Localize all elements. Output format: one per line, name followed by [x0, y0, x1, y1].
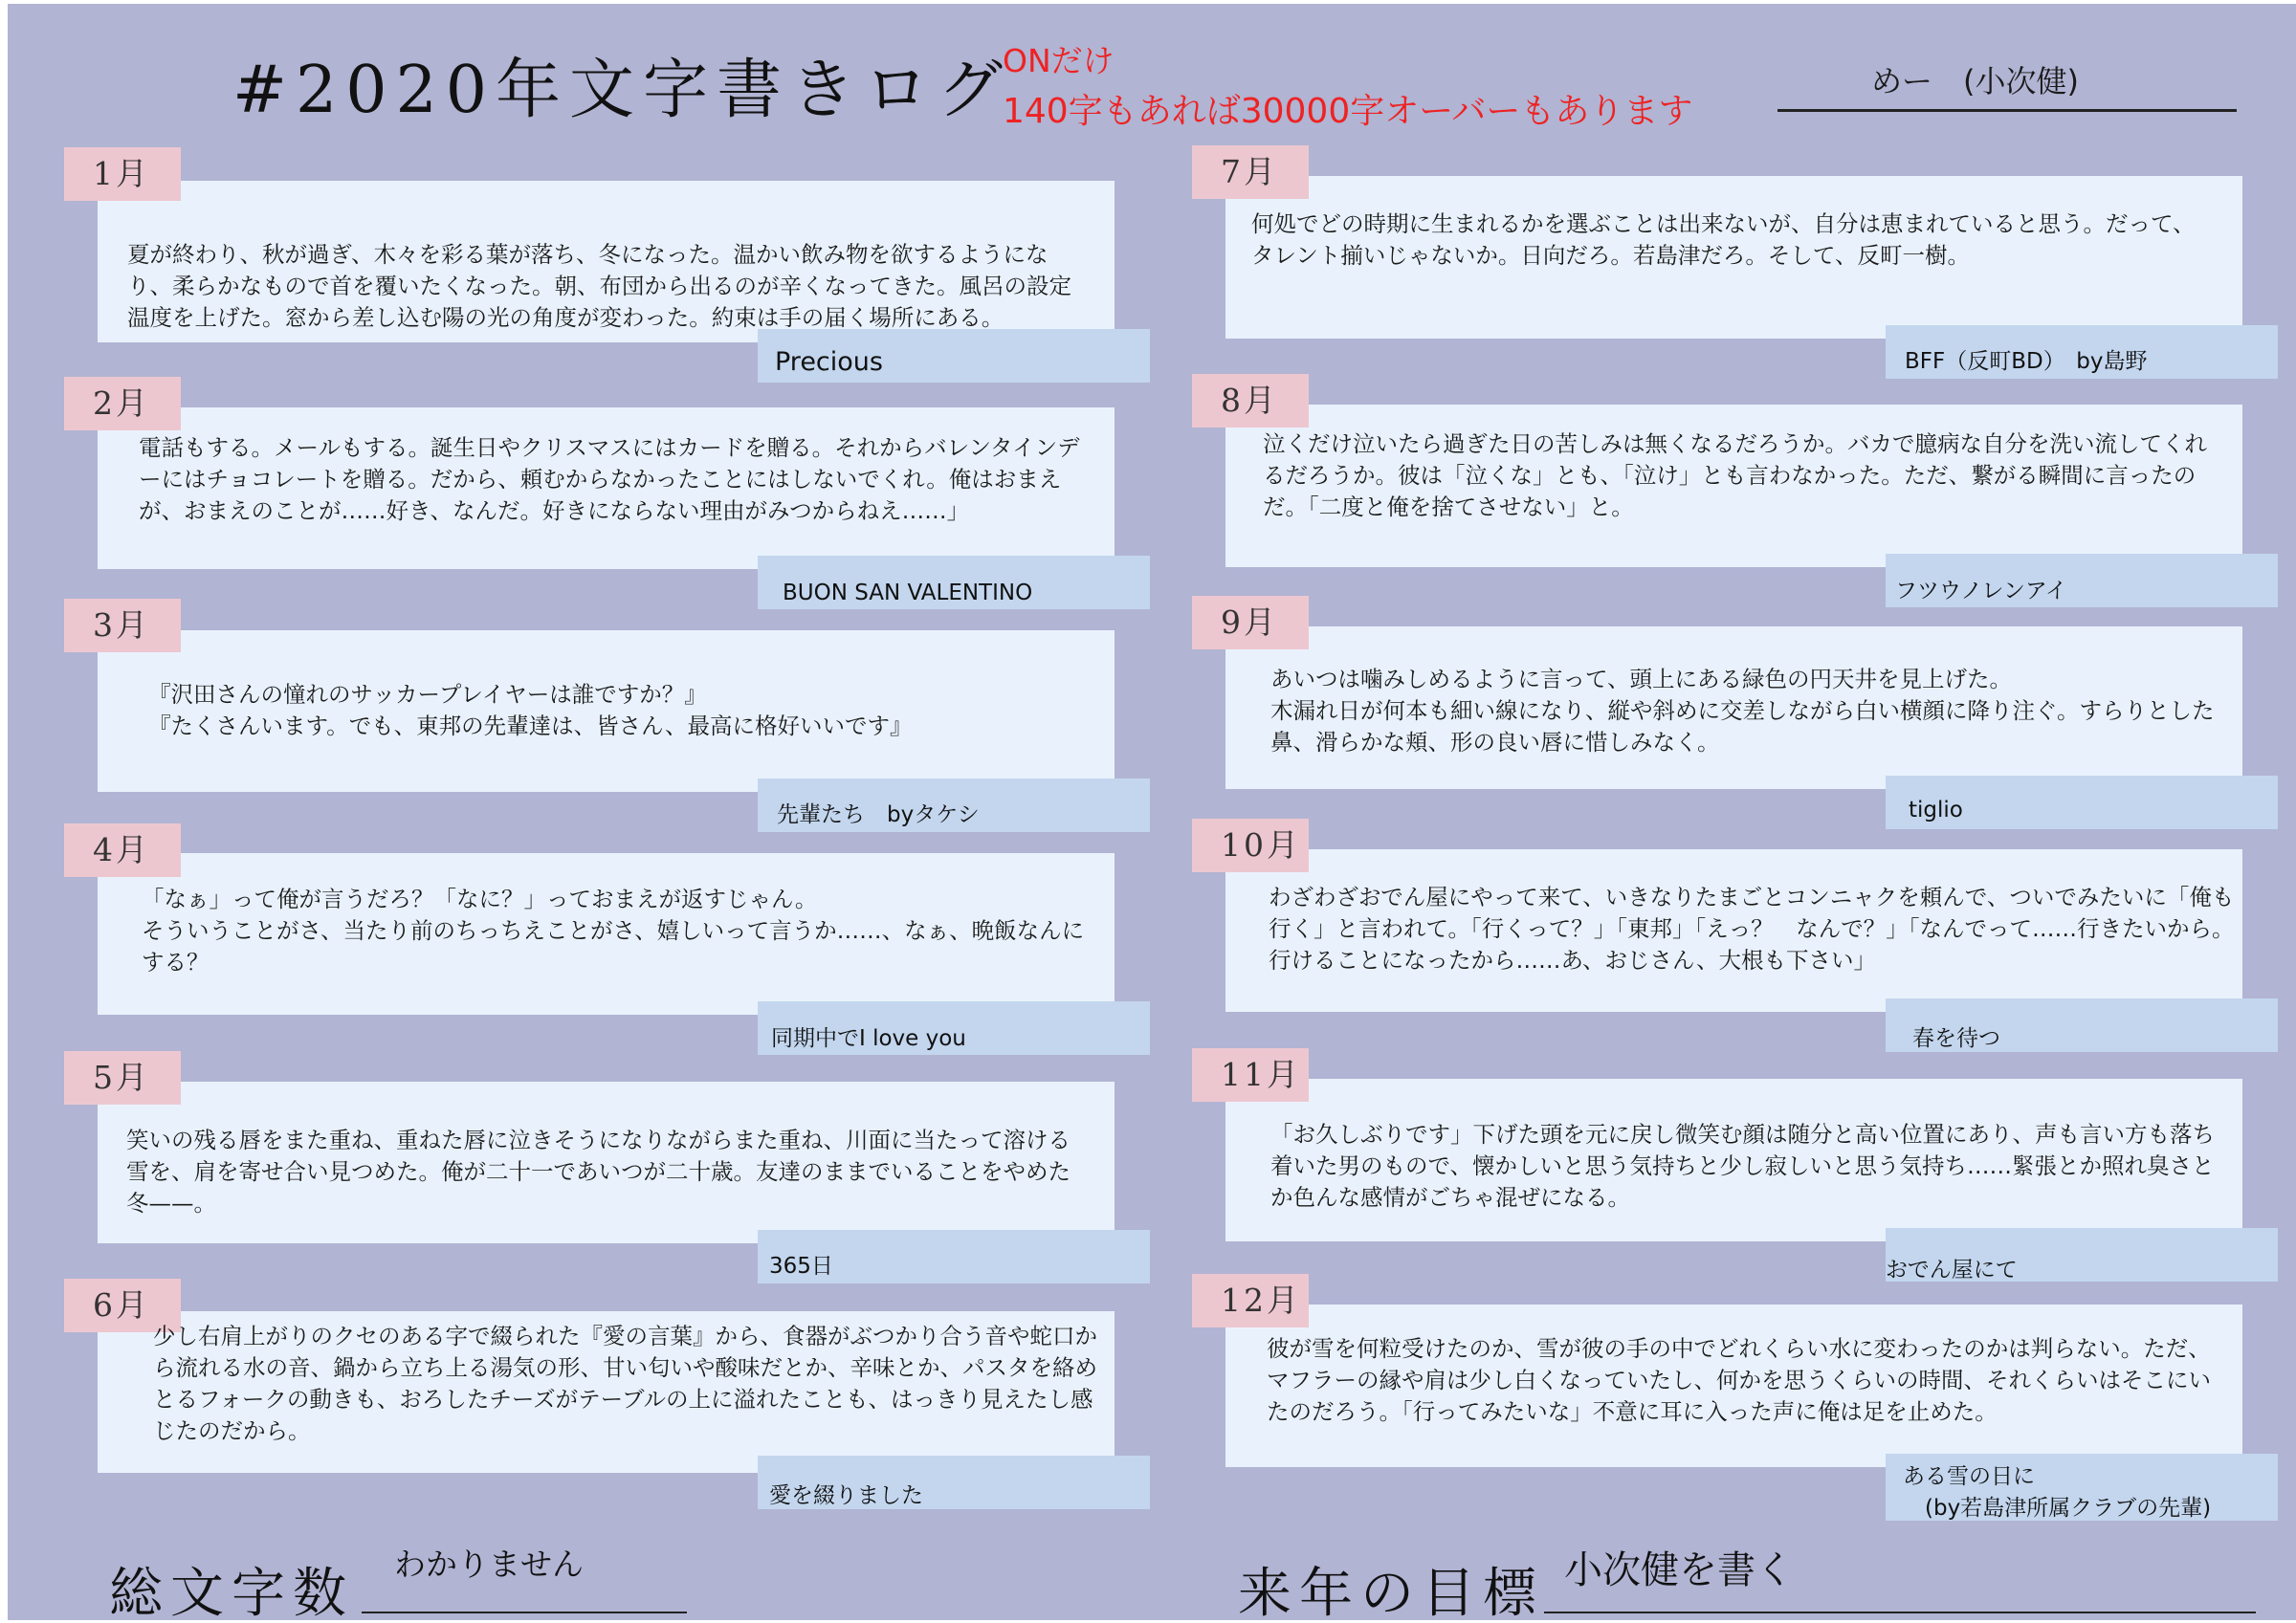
goal-underline	[1544, 1612, 2256, 1613]
card-text: 『沢田さんの憧れのサッカープレイヤーは誰ですか？』 『たくさんいます。でも、東邦の先輩達は、皆さん、最高に格好いいです』	[148, 681, 913, 739]
card-text: 少し右肩上がりのクセのある字で綴られた『愛の言葉』から、食器がぶつかり合う音や蛇口から流れる水の音、鍋から立ち上る湯気の形、甘い匂いや酸味だとか、辛味とか、パスタを絡めとるフォークの動きも、おろしたチーズがテーブルの上に溢れたことも、はっきり見えたし感じたのだから。	[153, 1323, 1097, 1444]
card-subtitle: tiglio	[1886, 776, 2278, 829]
card-text: 「なぁ」って俺が言うだろ？「なに？」っておまえが返すじゃん。 そういうことがさ、当たり前のちっちえことがさ、嬉しいって言うか……、なぁ、晩飯なんにする？	[142, 886, 1085, 976]
card-text: 笑いの残る唇をまた重ね、重ねた唇に泣きそうになりながらまた重ね、川面に当たって溶ける雪を、肩を寄せ合い見つめた。俺が二十一であいつが二十歳。友達のままでいることをやめた冬——。	[126, 1127, 1071, 1217]
card-text: 夏が終わり、秋が過ぎ、木々を彩る葉が落ち、冬になった。温かい飲み物を欲するようになり、柔らかなもので首を覆いたくなった。朝、布団から出るのが辛くなってきた。風呂の設定温度を上げた。窓から差し込む陽の光の角度が変わった。約束は手の届く場所にある。	[127, 241, 1071, 331]
month-label: 7月	[1192, 145, 1309, 199]
card-subtitle: ある雪の日に (by若島津所属クラブの先輩)	[1886, 1454, 2278, 1521]
total-char-label: 総文字数	[109, 1563, 354, 1620]
card-subtitle: Precious	[758, 329, 1150, 383]
card-subtitle: 愛を綴りました	[758, 1456, 1150, 1509]
total-char-underline	[362, 1612, 687, 1613]
card-subtitle: BUON SAN VALENTINO	[758, 556, 1150, 609]
log-sheet	[8, 4, 2296, 1620]
card-subtitle: 同期中でI love you	[758, 1001, 1150, 1055]
card-subtitle: フツウノレンアイ	[1886, 554, 2278, 607]
note-on-only: ONだけ	[1003, 42, 1115, 79]
card-text: 「お久しぶりです」下げた頭を元に戻し微笑む顔は随分と高い位置にあり、声も言い方も落ち着いた男のもので、懐かしいと思う気持ちと少し寂しいと思う気持ち……緊張とか照れ臭さとか色んな感情がごちゃ混ぜになる。	[1270, 1121, 2215, 1211]
total-char-value: わかりません	[394, 1546, 584, 1583]
card-subtitle: 先輩たち byタケシ	[758, 779, 1150, 832]
month-label: 12月	[1192, 1274, 1309, 1327]
card-text: 泣くだけ泣いたら過ぎた日の苦しみは無くなるだろうか。バカで臆病な自分を洗い流してくれるだろうか。彼は「泣くな」とも、「泣け」とも言わなかった。ただ、繋がる瞬間に言ったのだ。「二度と俺を捨てさせない」と。	[1263, 430, 2207, 520]
card-subtitle: BFF（反町BD） by島野	[1886, 325, 2278, 379]
page-title: #2020年文字書きログ	[232, 53, 1012, 128]
month-label: 5月	[64, 1051, 181, 1105]
goal-value: 小次健を書く	[1564, 1548, 1794, 1592]
month-label: 3月	[64, 599, 181, 652]
month-label: 8月	[1192, 374, 1309, 428]
month-label: 4月	[64, 823, 181, 877]
card-text: 何処でどの時期に生まれるかを選ぶことは出来ないが、自分は恵まれていると思う。だって、タレント揃いじゃないか。日向だろ。若島津だろ。そして、反町一樹。	[1251, 210, 2196, 269]
goal-label: 来年の目標	[1238, 1563, 1544, 1620]
author-underline	[1777, 109, 2237, 112]
month-label: 1月	[64, 147, 181, 201]
month-label: 9月	[1192, 596, 1309, 649]
card-subtitle: 365日	[758, 1230, 1150, 1283]
card-subtitle: おでん屋にて	[1886, 1228, 2278, 1282]
card-subtitle: 春を待つ	[1886, 998, 2278, 1052]
author-name: めー (小次健)	[1871, 63, 2079, 99]
month-label: 11月	[1192, 1048, 1309, 1102]
month-label: 10月	[1192, 819, 1309, 872]
month-label: 2月	[64, 377, 181, 430]
card-text: あいつは噛みしめるように言って、頭上にある緑色の円天井を見上げた。 木漏れ日が何本も細い線になり、縦や斜めに交差しながら白い横顔に降り注ぐ。すらりとした鼻、滑らかな頬、形の良い唇に惜しみなく。	[1270, 666, 2215, 756]
card-text: 彼が雪を何粒受けたのか、雪が彼の手の中でどれくらい水に変わったのかは判らない。ただ、マフラーの縁や肩は少し白くなっていたし、何かを思うくらいの時間、それくらいはそこにいたのだろう。「行ってみたいな」不意に耳に入った声に俺は足を止めた。	[1267, 1335, 2211, 1425]
card-text: わざわざおでん屋にやって来て、いきなりたまごとコンニャクを頼んで、ついでみたいに「俺も行く」と言われて。「行くって？」「東邦」「えっ？ なんで？」「なんでって……行きたいから。行けることになったから……あ、おじさん、大根も下さい」	[1269, 884, 2235, 974]
note-length: 140字もあれば30000字オーバーもあります	[1003, 92, 1693, 131]
month-label: 6月	[64, 1279, 181, 1332]
card-text: 電話もする。メールもする。誕生日やクリスマスにはカードを贈る。それからバレンタインデーにはチョコレートを贈る。だから、頼むからなかったことにはしないでくれ。俺はおまえが、おまえのことが……好き、なんだ。好きにならない理由がみつからねえ……」	[139, 434, 1080, 524]
